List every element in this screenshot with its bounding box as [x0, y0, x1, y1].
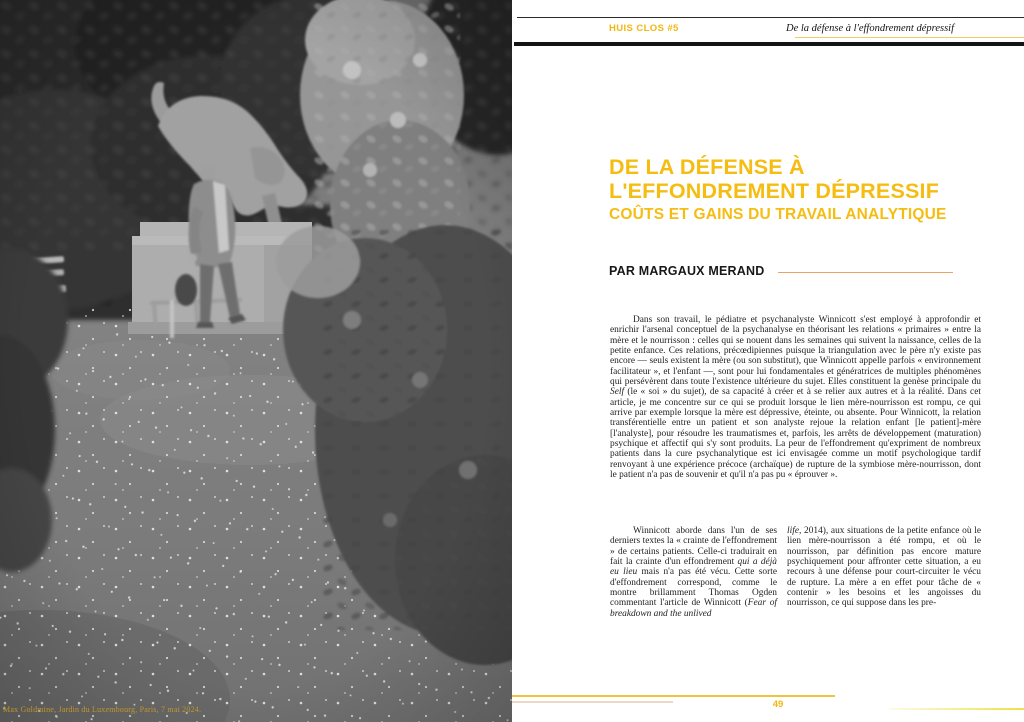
- page-number: 49: [772, 699, 784, 710]
- title-line-1: DE LA DÉFENSE À: [609, 155, 805, 179]
- article-subtitle: COÛTS ET GAINS DU TRAVAIL ANALYTIQUE: [609, 206, 947, 223]
- footer-yellow-rule: [512, 695, 835, 697]
- column-left: [610, 526, 777, 619]
- col-left-italic-1: qui a déjà eu lieu: [610, 557, 777, 578]
- running-header-row: [609, 23, 984, 34]
- article-right-page: [512, 0, 1024, 722]
- header-yellow-rule: [795, 37, 1024, 38]
- footer-right-rule: [889, 708, 1024, 710]
- intro-text-1: Dans son travail, le pédiatre et psychanalyste Winnicott s'est employé à approfondir et enrichir l'arsenal conceptuel de la psychanalyse en théorisant les relations « primaires » entre la mère et le nourrisson : celles qui se nouent dans les semaines qui suivent la naissance, celles de la petite enfance. Ces relations, précœdipiennes puisque la triangulation avec le père n'y existe pas encore — seuls existent la mère (ou son substitut), que Winnicott appelle parfois « environnement facilitateur », et l'enfant —, sont pour lui fondamentales et génératrices de multiples phénomènes qui persévèrent dans toute l'existence ultérieure du sujet. Elles constituent la genèse principale du: [610, 315, 981, 388]
- column-right: [787, 526, 981, 619]
- issue-label: HUIS CLOS #5: [609, 23, 679, 34]
- article-title: [609, 155, 947, 224]
- byline-rule: [778, 272, 953, 273]
- two-column-section: [610, 526, 981, 619]
- title-line-2: L'EFFONDREMENT DÉPRESSIF: [609, 179, 940, 203]
- col-right-text-1: , 2014), aux situations de la petite enfance où le lien mère-nourrisson a été rompu, et où le nourrisson, par définition pas encore mature psychiquement pour affronter cette situation, a eu recours à une défense pour court-circuiter le vécu de rupture. La mère a en effet pour tâche de « contenir » les besoins et les angoisses du nourrisson, ce qui suppose dans les pre-: [787, 526, 981, 609]
- byline: [609, 264, 953, 278]
- col-right-italic-1: life: [787, 526, 799, 536]
- header-black-bar: [514, 42, 1024, 46]
- intro-text-2: (le « soi » du sujet), de sa capacité à créer et à se relier aux autres et à la réalité. Dans cet article, je me concentre sur ce qui se produit lorsque le lien mère-nourrisson est rompu, ce qui arrive par exemple lorsque la mère est dépressive, éteinte, ou absente. Pour Winnicott, la relation transférentielle entre un patient et son analyste rejoue la relation enfant [le patient]-mère [l'analyste], pour résoudre les traumatismes et, parfois, les arrêts de développement (maturation) psychique et affectif qui s'y sont produits. La peur de l'effondrement qu'expriment de nombreux patients dans la cure psychanalytique est ici envisagée comme un motif psychologique tardif renvoyant à une expérience précoce (archaïque) de rupture de la symbiose mère-nourrisson, dont le patient n'a pas de souvenir et qu'il n'a pas pu « éprouver ».: [610, 387, 981, 481]
- intro-paragraph: [610, 315, 981, 481]
- photo-caption: Max Goldmine, Jardin du Luxembourg, Paris, 7 mai 2024.: [3, 705, 202, 714]
- col-left-italic-2: Fear of breakdown and the unlived: [610, 598, 777, 619]
- byline-author: PAR MARGAUX MERAND: [609, 264, 765, 278]
- col-left-text-2: mais n'a pas été vécu. Cette sorte d'effondrement correspond, comme le montre brillamment Thomas Ogden commentant l'article de Winnicott (: [610, 567, 777, 609]
- running-title: De la défense à l'effondrement dépressif: [786, 23, 954, 34]
- col-left-text-1: Winnicott aborde dans l'un de ses derniers textes la « crainte de l'effondrement » de certains patients. Celle-ci traduirait en fait la crainte d'un effondrement: [610, 526, 777, 568]
- footer-pink-rule: [512, 701, 673, 703]
- header-top-rule: [517, 17, 1024, 18]
- intro-italic-self: Self: [610, 387, 625, 398]
